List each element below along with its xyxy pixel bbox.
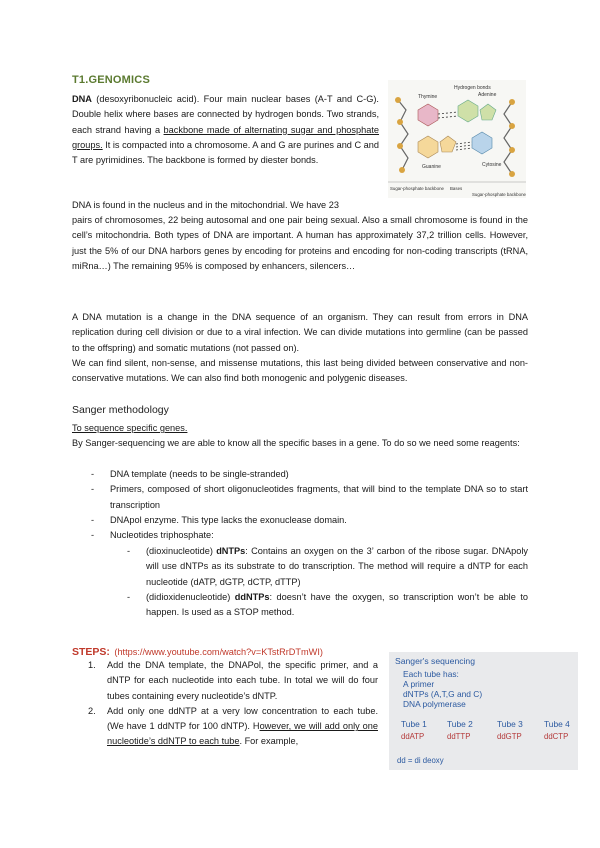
list-item: - DNA template (needs to be single-stranded) bbox=[91, 469, 289, 479]
sanger-figure-line: DNA polymerase bbox=[403, 699, 466, 709]
tube-reagent: ddGTP bbox=[497, 732, 522, 741]
list-item: 1. Add the DNA template, the DNAPol, the specific primer, and a dNTP for each nucleotide into each tube. In total we will do four tubes containing every nucleotide’s dNTP. bbox=[88, 660, 378, 701]
sanger-intro: By Sanger-sequencing we are able to know all the specific bases in a gene. To do so we need some reagents: bbox=[72, 438, 520, 448]
mutation-types-paragraph: We can find silent, non-sense, and missense mutations, this last being divided between conservative and non-conservative mutations. We can also find both monogenic and polygenic diseases. bbox=[72, 358, 528, 384]
tube-label: Tube 2 bbox=[447, 719, 473, 729]
sanger-figure-line: Each tube has: bbox=[403, 669, 459, 679]
tube-label: Tube 1 bbox=[401, 719, 427, 729]
steps-list bbox=[88, 658, 378, 750]
label-cytosine: Cytosine bbox=[482, 162, 502, 168]
nucleotide-sublist bbox=[127, 544, 528, 620]
tube-label: Tube 3 bbox=[497, 719, 523, 729]
list-item: - (dioxinucleotide) dNTPs: Contains an oxygen on the 3’ carbon of the ribose sugar. DNApoly will use dNTPs as its substrate to do transcription. The method will require a dNTP for each nucleotide (dATP, dGTP, dCTP, dTTP) bbox=[127, 546, 528, 587]
steps-video-link[interactable]: (https://www.youtube.com/watch?v=KTstRrDTmWI) bbox=[114, 647, 323, 657]
dntps-term: dNTPs bbox=[216, 546, 246, 556]
mutation-paragraph: A DNA mutation is a change in the DNA sequence of an organism. They can result from errors in DNA replication during cell division or due to a viral infection. We can divide mutations into germline (can be passed to the offspring) and somatic mutations (not passed on). bbox=[72, 312, 528, 353]
label-hydrogen-bonds: Hydrogen bonds bbox=[454, 85, 491, 91]
chromosome-paragraph-line1: DNA is found in the nucleus and in the mitochondrial. We have 23 bbox=[72, 200, 339, 210]
list-item: 2. Add only one ddNTP at a very low concentration to each tube. (We have 1 ddNTP for 100 dNTP). However, we will add only one nucleotide’s ddNTP to each tube. For example, bbox=[88, 705, 378, 747]
label-thymine: Thymine bbox=[418, 94, 438, 100]
tube-reagent: ddCTP bbox=[544, 732, 569, 741]
sanger-subtitle: To sequence specific genes. bbox=[72, 423, 188, 433]
tube-reagent: ddTTP bbox=[447, 732, 471, 741]
dna-term: DNA bbox=[72, 94, 92, 104]
ddntps-term: ddNTPs bbox=[234, 591, 270, 602]
dna-structure-diagram bbox=[388, 80, 526, 198]
list-item: - Primers, composed of short oligonucleotides fragments, that will bind to the template DNA so to start transcription bbox=[91, 484, 528, 510]
label-adenine: Adenine bbox=[478, 92, 497, 98]
label-guanine: Guanine bbox=[422, 164, 441, 170]
label-bases: Bases bbox=[450, 186, 463, 191]
sanger-figure-line: A primer bbox=[403, 679, 435, 689]
sanger-figure-line: dNTPs (A,T,G and C) bbox=[403, 689, 483, 699]
list-item: - Nucleotides triphosphate: bbox=[91, 530, 214, 541]
reagent-list bbox=[91, 467, 528, 543]
tube-label: Tube 4 bbox=[544, 719, 570, 729]
steps-title: STEPS: bbox=[72, 646, 110, 658]
page-title: T1.GENOMICS bbox=[72, 74, 150, 86]
list-item: - DNApol enzyme. This type lacks the exonuclease domain. bbox=[91, 514, 347, 525]
list-item: - (didioxidenucleotide) ddNTPs: doesn’t have the oxygen, so transcription won’t be able to happen. Is used as a STOP method. bbox=[127, 591, 528, 618]
label-sugar-backbone-left: Sugar-phosphate backbone bbox=[390, 186, 444, 191]
sanger-figure-note: dd = di deoxy bbox=[397, 756, 444, 765]
tube-reagent: ddATP bbox=[401, 732, 425, 741]
intro-paragraph: DNA (desoxyribonucleic acid). Four main nuclear bases (A-T and C-G). Double helix where bases are connected by hydrogen bonds. Two strands, each strand having a backbone made of alternating sugar and phosphate groups. It is compacted into a chromosome. A and G are purines and C and T are pyrimidines. The backbone is formed by diester bonds. bbox=[72, 94, 380, 166]
dna-structure-figure bbox=[388, 80, 526, 198]
backbone-underline: backbone made of alternating sugar and phosphate groups. bbox=[72, 124, 380, 150]
sanger-heading: Sanger methodology bbox=[72, 404, 169, 416]
sanger-sequencing-figure bbox=[389, 652, 578, 770]
sanger-figure-title: Sanger's sequencing bbox=[395, 656, 475, 666]
chromosome-paragraph: pairs of chromosomes, 22 being autosomal and one pair being sexual. Also a small chromosome is found in the cell’s mitochondria. Both types of DNA are important. A human has approximately 37,2 trillion cells. However, just the 5% of our DNA harbors genes by encoding for proteins and encoding for non-coding transcripts (tRNA, miRna…) The remaining 95% is composed by enhancers, silencers… bbox=[72, 215, 528, 271]
label-sugar-backbone-right: Sugar-phosphate backbone bbox=[472, 192, 526, 197]
ddntp-underline: owever, we will add only one nucleotide’s ddNTP to each tube bbox=[107, 721, 378, 747]
